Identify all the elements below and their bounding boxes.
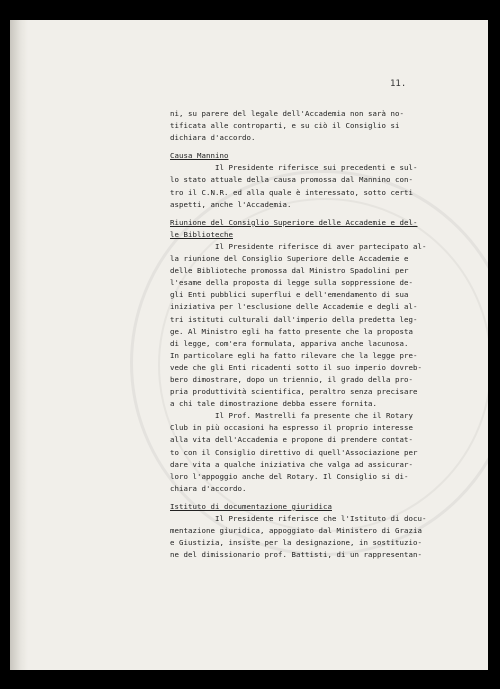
text-line: ni, su parere del legale dell'Accademia non sarà no- <box>170 109 404 118</box>
text-line: tri istituti culturali dall'imperio della predetta leg- <box>170 314 418 324</box>
text-line: gli Enti pubblici superflui e dell'emendamento di sua <box>170 290 409 300</box>
text-line: ge. Al Ministro egli ha fatto presente che la proposta <box>170 326 413 336</box>
text-line: tro il C.N.R. ed alla quale è interessato, sotto certi <box>170 187 413 197</box>
text-line: ne del dimissionario prof. Battisti, di un rappresentan- <box>170 550 422 560</box>
text-line: Il Prof. Mastrelli fa presente che il Rotary <box>170 411 413 421</box>
text-line: Il Presidente riferisce di aver partecipato al- <box>170 241 427 251</box>
text-line: mentazione giuridica, appoggiato dal Ministero di Grazia <box>170 526 422 536</box>
text-line: iniziativa per l'esclusione delle Accademie e degli al- <box>170 302 418 312</box>
text-line: alla vita dell'Accademia e propone di prendere contat- <box>170 435 413 445</box>
text-line: dichiara d'accordo. <box>170 133 256 143</box>
text-line: Club in più occasioni ha espresso il proprio interesse <box>170 423 413 433</box>
text-line: dare vita a qualche iniziativa che valga ad assicurar- <box>170 459 413 469</box>
text-line: a chi tale dimostrazione debba essere fornita. <box>170 399 377 409</box>
text-line: lo stato attuale della causa promossa dal Mannino con- <box>170 175 413 185</box>
text-line: loro l'appoggio anche del Rotary. Il Consiglio si di- <box>170 471 409 481</box>
section-heading-line: Causa Mannino <box>170 151 229 161</box>
text-line: di legge, com'era formulata, appariva anche lacunosa. <box>170 338 409 348</box>
section-heading-line: Riunione del Consiglio Superiore delle Accademie e del- <box>170 217 418 227</box>
page-number: 11. <box>390 79 407 89</box>
text-line: to con il Consiglio direttivo di quell'Associazione per <box>170 447 418 457</box>
section-heading-line: le Biblioteche <box>170 229 233 239</box>
text-line: Il Presidente riferisce che l'Istituto di docu- <box>170 514 427 523</box>
section-heading-line: Istituto di documentazione giuridica <box>170 501 332 511</box>
text-line: tificata alle controparti, e su ciò il Consiglio si <box>170 121 400 131</box>
text-line: vede che gli Enti ricadenti sotto il suo imperio dovreb- <box>170 362 422 372</box>
page-binding-shadow <box>10 20 28 670</box>
text-line: delle Biblioteche promossa dal Ministro Spadolini per <box>170 266 409 276</box>
text-line: chiara d'accordo. <box>170 483 247 493</box>
text-line: bero dimostrare, dopo un triennio, il grado della pro- <box>170 374 413 384</box>
text-line: l'esame della proposta di legge sulla soppressione de- <box>170 278 413 288</box>
text-line: Il Presidente riferisce sui precedenti e sul- <box>170 163 418 173</box>
text-line: e Giustizia, insiste per la designazione, in sostituzio- <box>170 538 422 548</box>
text-line: aspetti, anche l'Accademia. <box>170 199 292 209</box>
text-line: pria produttività scientifica, peraltro senza precisare <box>170 387 418 397</box>
text-line: In particolare egli ha fatto rilevare che la legge pre- <box>170 350 418 360</box>
document-body <box>170 108 466 561</box>
text-line: la riunione del Consiglio Superiore delle Accademie e <box>170 254 409 264</box>
document-page <box>10 20 488 670</box>
